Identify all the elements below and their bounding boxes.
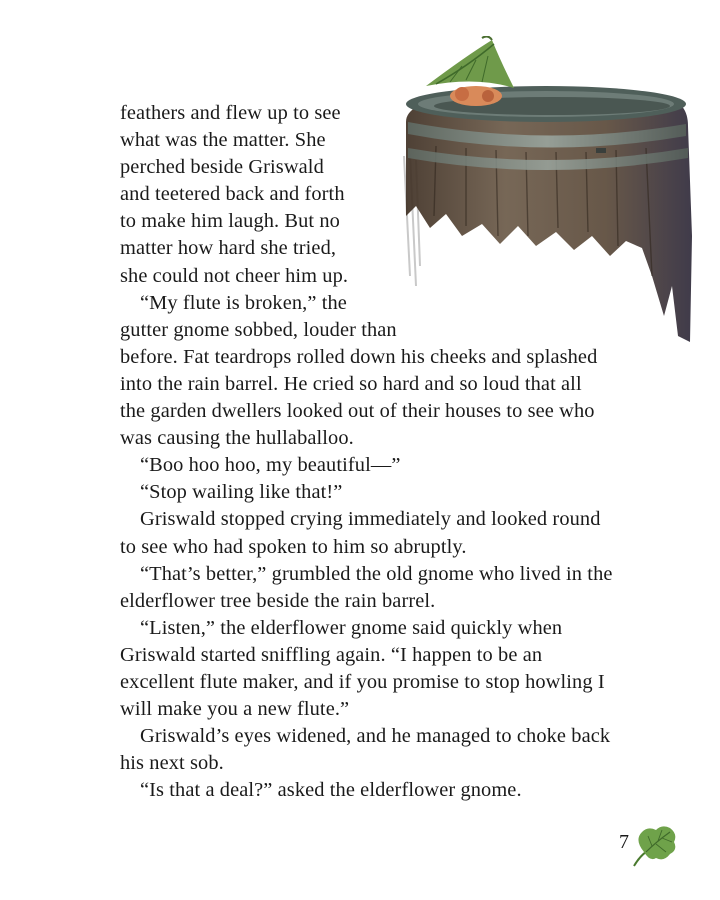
text-line: “My flute is broken,” the [140, 291, 347, 314]
text-line: to see who had spoken to him so abruptly. [120, 535, 467, 558]
text-line: his next sob. [120, 752, 224, 775]
text-line: she could not cheer him up. [120, 264, 349, 287]
text-line: was causing the hullaballoo. [120, 427, 354, 450]
text-line: feathers and flew up to see [120, 102, 341, 124]
story-text [120, 100, 620, 804]
text-line: “That’s better,” grumbled the old gnome who lived in the [140, 562, 613, 585]
text-line: before. Fat teardrops rolled down his cheeks and splashed [120, 345, 598, 368]
text-line: Griswald started sniffling again. “I happen to be an [120, 643, 543, 666]
text-line: Griswald stopped crying immediately and looked round [140, 508, 601, 531]
text-line: into the rain barrel. He cried so hard and so loud that all [120, 372, 582, 395]
text-line: “Stop wailing like that!” [140, 481, 343, 504]
text-line: excellent flute maker, and if you promise to stop howling I [120, 670, 605, 693]
text-line: the garden dwellers looked out of their houses to see who [120, 400, 595, 423]
text-line: perched beside Griswald [120, 156, 324, 179]
text-line: elderflower tree beside the rain barrel. [120, 589, 436, 612]
text-line: and teetered back and forth [120, 183, 345, 206]
text-line: Griswald’s eyes widened, and he managed to choke back [140, 725, 611, 748]
text-line: what was the matter. She [120, 129, 326, 152]
text-line: “Boo hoo hoo, my beautiful—” [140, 454, 401, 477]
page-number: 7 [619, 831, 629, 853]
elder-leaf-icon [628, 822, 680, 870]
text-line: “Listen,” the elderflower gnome said quickly when [140, 616, 563, 639]
text-line: to make him laugh. But no [120, 210, 340, 233]
text-line: gutter gnome sobbed, louder than [120, 318, 397, 341]
text-line: will make you a new flute.” [120, 698, 350, 721]
text-line: “Is that a deal?” asked the elderflower gnome. [140, 779, 522, 802]
text-line: matter how hard she tried, [120, 237, 337, 260]
